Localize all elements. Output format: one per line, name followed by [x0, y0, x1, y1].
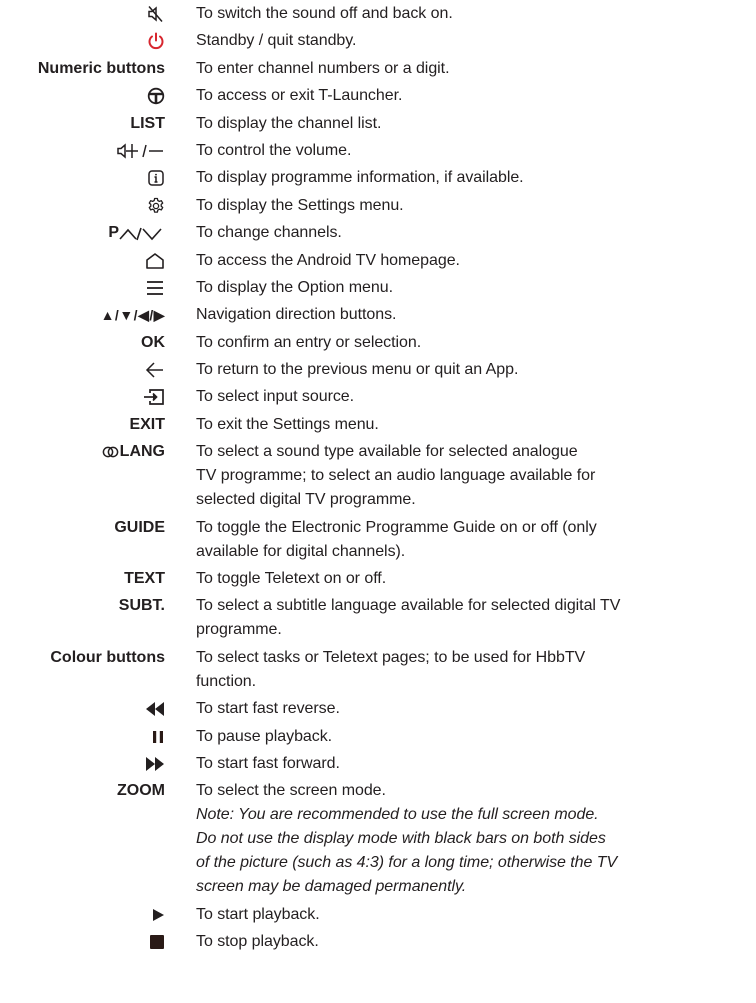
option-menu-icon	[145, 279, 165, 297]
description-line: To start fast reverse.	[196, 700, 340, 718]
row-description	[196, 84, 752, 108]
t-launcher-icon	[147, 87, 165, 105]
key-cell	[0, 29, 165, 53]
row-zoom	[0, 779, 756, 899]
row-description	[196, 194, 752, 218]
description-line: To select input source.	[196, 388, 355, 406]
key-cell	[0, 516, 165, 540]
row-description	[196, 594, 752, 642]
description-line: To start fast forward.	[196, 754, 340, 772]
key-cell	[0, 166, 165, 190]
key-cell	[0, 112, 165, 136]
description-line: To switch the sound off and back on.	[196, 5, 453, 22]
row-settings	[0, 194, 756, 218]
volume-plus-minus-icon	[117, 142, 165, 160]
description-line: To start playback.	[196, 905, 320, 923]
key-cell	[0, 567, 165, 591]
row-description	[196, 697, 752, 721]
row-power	[0, 29, 756, 53]
key-cell	[0, 413, 165, 437]
row-pause	[0, 725, 756, 749]
row-description	[196, 29, 752, 53]
description-line: selected digital TV programme.	[196, 491, 416, 509]
row-description	[196, 903, 752, 927]
row-description	[196, 516, 752, 564]
key-cell	[0, 57, 165, 81]
description-line: To change channels.	[196, 224, 342, 242]
description-line: To display programme information, if available.	[196, 169, 524, 187]
navigation-arrows-label: ▲/▼/◀/▶	[100, 307, 165, 324]
description-line: To access the Android TV homepage.	[196, 251, 460, 269]
row-description	[196, 331, 752, 355]
key-cell	[0, 303, 165, 327]
description-line: To select a sound type available for selected analogue	[196, 443, 578, 461]
key-cell	[0, 440, 165, 464]
row-list	[0, 112, 756, 136]
description-line: To pause playback.	[196, 727, 333, 745]
row-text	[0, 567, 756, 591]
stop-icon	[149, 934, 165, 950]
key-cell	[0, 752, 165, 776]
description-line: To exit the Settings menu.	[196, 415, 379, 433]
info-icon	[147, 169, 165, 187]
row-ok	[0, 331, 756, 355]
fast-forward-icon	[145, 757, 165, 771]
row-navigation	[0, 303, 756, 327]
fast-reverse-icon	[145, 702, 165, 716]
key-cell	[0, 385, 165, 409]
row-guide	[0, 516, 756, 564]
row-back	[0, 358, 756, 382]
description-line: To access or exit T-Launcher.	[196, 87, 403, 105]
description-line: Standby / quit standby.	[196, 32, 357, 50]
row-exit	[0, 413, 756, 437]
row-description	[196, 385, 752, 409]
row-mute	[0, 2, 756, 26]
description-line: To toggle Teletext on or off.	[196, 570, 387, 588]
row-stop	[0, 930, 756, 954]
description-line: programme.	[196, 621, 282, 639]
row-volume	[0, 139, 756, 163]
description-line: To display the channel list.	[196, 114, 382, 132]
back-arrow-icon	[145, 361, 165, 379]
description-line: To stop playback.	[196, 933, 319, 951]
key-cell	[0, 276, 165, 300]
row-fast-reverse	[0, 697, 756, 721]
row-description	[196, 725, 752, 749]
lang-icon	[102, 445, 120, 459]
row-description	[196, 276, 752, 300]
key-cell	[0, 221, 165, 245]
row-description	[196, 139, 752, 163]
key-label: EXIT	[129, 415, 165, 433]
row-description	[196, 249, 752, 273]
description-line: function.	[196, 672, 257, 690]
note-line: screen may be damaged permanently.	[196, 878, 467, 896]
key-cell	[0, 331, 165, 355]
description-line: To toggle the Electronic Programme Guide on or off (only	[196, 518, 597, 536]
row-option-menu	[0, 276, 756, 300]
note-line: Do not use the display mode with black bars on both sides	[196, 830, 606, 848]
row-description	[196, 752, 752, 776]
mute-icon	[147, 5, 165, 23]
row-play	[0, 903, 756, 927]
key-label: GUIDE	[114, 518, 165, 536]
row-description	[196, 2, 752, 26]
key-label: LANG	[119, 443, 165, 461]
row-description	[196, 646, 752, 694]
pause-icon	[151, 730, 165, 744]
row-description	[196, 779, 752, 899]
key-cell	[0, 779, 165, 803]
row-description	[196, 112, 752, 136]
key-cell	[0, 249, 165, 273]
key-cell	[0, 646, 165, 670]
channel-up-down-icon	[119, 224, 165, 242]
description-line: To select tasks or Teletext pages; to be used for HbbTV	[196, 648, 586, 666]
key-label: P	[108, 224, 119, 242]
description-line: To select a subtitle language available for selected digital TV	[196, 597, 621, 615]
row-description	[196, 221, 752, 245]
row-description	[196, 57, 752, 81]
key-label: Colour buttons	[50, 648, 165, 666]
key-label: OK	[141, 333, 165, 351]
key-cell	[0, 903, 165, 927]
key-label: Numeric buttons	[37, 59, 165, 77]
row-home	[0, 249, 756, 273]
row-description	[196, 930, 752, 954]
key-cell	[0, 725, 165, 749]
row-description	[196, 303, 752, 327]
row-fast-forward	[0, 752, 756, 776]
key-cell	[0, 2, 165, 26]
description-line: To enter channel numbers or a digit.	[196, 59, 450, 77]
key-label: TEXT	[124, 570, 165, 588]
key-cell	[0, 84, 165, 108]
description-line: To select the screen mode.	[196, 782, 386, 800]
row-info	[0, 166, 756, 190]
row-colour-buttons	[0, 646, 756, 694]
description-line: To return to the previous menu or quit an App.	[196, 361, 519, 379]
key-cell	[0, 697, 165, 721]
power-icon	[147, 32, 165, 50]
row-channel	[0, 221, 756, 245]
key-label: LIST	[130, 114, 165, 132]
description-line: To confirm an entry or selection.	[196, 333, 422, 351]
note-line: of the picture (such as 4:3) for a long time; otherwise the TV	[196, 854, 618, 872]
row-numeric-buttons	[0, 57, 756, 81]
row-description	[196, 358, 752, 382]
key-cell	[0, 358, 165, 382]
description-line: TV programme; to select an audio language available for	[196, 467, 596, 485]
description-line: To control the volume.	[196, 141, 352, 159]
play-icon	[151, 908, 165, 922]
note-line: Note: You are recommended to use the full screen mode.	[196, 806, 599, 824]
description-line: To display the Option menu.	[196, 278, 393, 296]
settings-gear-icon	[147, 197, 165, 215]
key-cell	[0, 139, 165, 163]
key-cell	[0, 594, 165, 618]
input-source-icon	[143, 388, 165, 406]
row-description	[196, 440, 752, 512]
key-cell	[0, 930, 165, 954]
row-description	[196, 567, 752, 591]
row-description	[196, 413, 752, 437]
description-line: Navigation direction buttons.	[196, 306, 397, 324]
description-line: available for digital channels).	[196, 542, 406, 560]
row-input-source	[0, 385, 756, 409]
row-description	[196, 166, 752, 190]
key-label: SUBT.	[118, 597, 165, 615]
row-subtitle	[0, 594, 756, 642]
key-cell	[0, 194, 165, 218]
row-t-launcher	[0, 84, 756, 108]
row-lang	[0, 440, 756, 512]
home-icon	[145, 252, 165, 270]
key-label: ZOOM	[117, 782, 165, 800]
description-line: To display the Settings menu.	[196, 196, 404, 214]
